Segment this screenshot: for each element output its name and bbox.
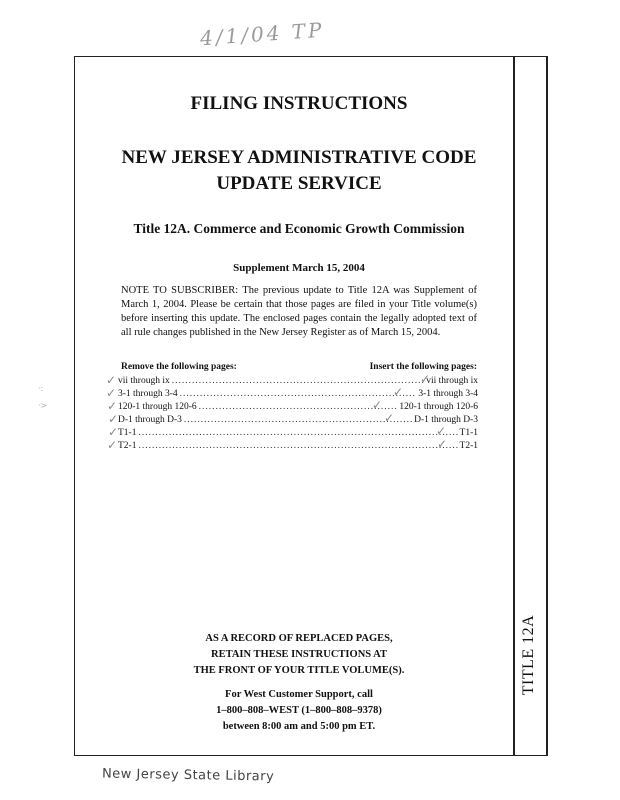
dot-leader [138, 440, 457, 453]
remove-pages: T2-1 [118, 441, 137, 451]
insert-pages: 120-1 through 120-6 [399, 402, 478, 412]
remove-pages: T1-1 [118, 428, 137, 438]
check-mark-icon: ✓ [420, 372, 431, 386]
remove-pages: vii through ix [118, 376, 170, 386]
title-tab-label: TITLE 12A [520, 614, 537, 696]
check-mark-icon: ✓ [372, 398, 383, 412]
page-row [118, 388, 478, 401]
check-mark-icon: ✓ [106, 386, 117, 400]
record-retention-notice [96, 631, 502, 679]
insert-pages: T2-1 [459, 441, 478, 451]
page-list-header [121, 362, 477, 372]
check-mark-icon: ✓ [384, 411, 395, 425]
remove-pages: 3-1 through 3-4 [118, 389, 178, 399]
check-mark-icon: ✓ [108, 412, 119, 426]
check-mark-icon: ✓ [108, 425, 119, 439]
page-row [118, 440, 478, 453]
library-stamp: New Jersey State Library [101, 766, 275, 785]
tab-divider-line [513, 56, 515, 756]
insert-pages-header: Insert the following pages: [369, 362, 477, 372]
handwritten-date-note: 4/1/04 TP [199, 17, 326, 51]
remove-pages: D-1 through D-3 [118, 415, 182, 425]
stray-mark-icon: ·> [38, 401, 48, 410]
dot-leader [172, 375, 425, 388]
record-line-3: THE FRONT OF YOUR TITLE VOLUME(S). [193, 665, 405, 676]
insert-pages: T1-1 [459, 428, 478, 438]
document-subtitle [96, 145, 502, 197]
page-row [118, 414, 478, 427]
page-row [118, 401, 478, 414]
subtitle-line-1: NEW JERSEY ADMINISTRATIVE CODE [121, 147, 477, 168]
subtitle-line-2: UPDATE SERVICE [216, 173, 382, 194]
check-mark-icon: ✓ [107, 438, 118, 452]
insert-pages: vii through ix [426, 376, 478, 386]
insert-pages: D-1 through D-3 [414, 415, 478, 425]
title-name: Title 12A. Commerce and Economic Growth Commission [133, 221, 465, 236]
tab-edge-line [546, 56, 548, 756]
page-row [118, 427, 478, 440]
customer-support-info [96, 687, 502, 735]
subscriber-note: NOTE TO SUBSCRIBER: The previous update to Title 12A was Supplement of March 1, 2004. Please be certain that those pages are filed in your Title volume(s) before inserting this update. The enclosed pages contain the legally adopted text of all rule changes published in the New Jersey Register as of March 15, 2004. [121, 285, 477, 338]
page-replacement-list [118, 375, 478, 453]
dot-leader [138, 427, 457, 440]
dot-leader [184, 414, 412, 427]
stray-mark-icon: ·: [38, 384, 44, 393]
check-mark-icon: ✓ [393, 385, 404, 399]
support-phone: 1–800–808–WEST (1–800–808–9378) [216, 705, 382, 716]
support-hours: between 8:00 am and 5:00 pm ET. [222, 721, 376, 732]
check-mark-icon: ✓ [107, 399, 118, 413]
remove-pages-header: Remove the following pages: [121, 362, 237, 372]
filing-instructions-heading: FILING INSTRUCTIONS [190, 93, 408, 114]
dot-leader [199, 401, 398, 414]
check-mark-icon: ✓ [437, 437, 448, 451]
remove-pages: 120-1 through 120-6 [118, 402, 197, 412]
insert-pages: 3-1 through 3-4 [418, 389, 478, 399]
support-line-1: For West Customer Support, call [225, 689, 373, 700]
record-line-2: RETAIN THESE INSTRUCTIONS AT [211, 649, 387, 660]
record-line-1: AS A RECORD OF REPLACED PAGES, [205, 633, 393, 644]
supplement-date: Supplement March 15, 2004 [233, 262, 365, 274]
check-mark-icon: ✓ [106, 373, 117, 387]
check-mark-icon: ✓ [436, 424, 447, 438]
